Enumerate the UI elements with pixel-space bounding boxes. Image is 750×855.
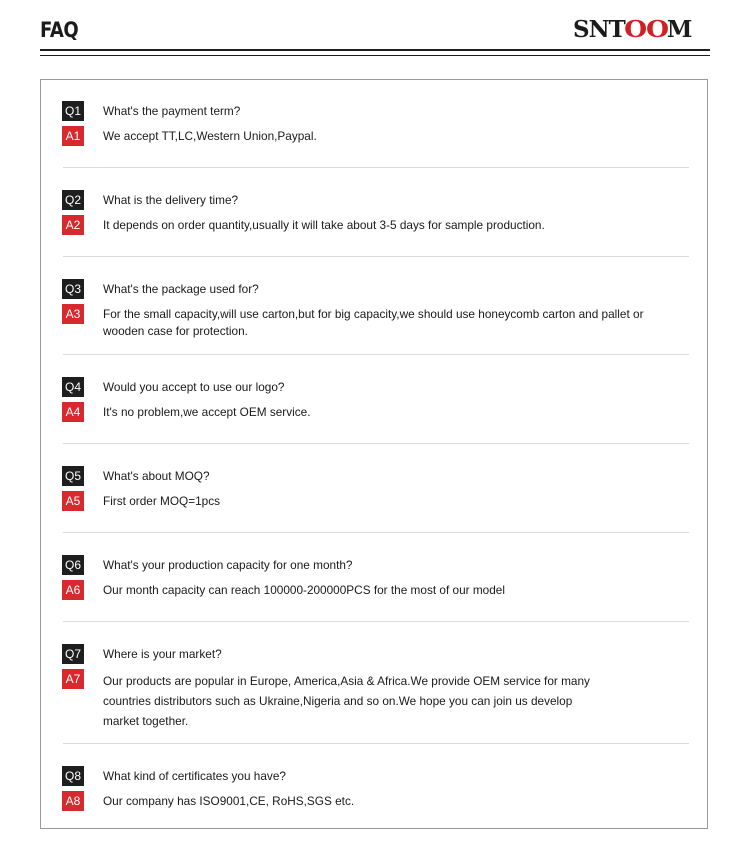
- answer-text: First order MOQ=1pcs: [103, 494, 221, 508]
- answer-text: It's no problem,we accept OEM service.: [103, 405, 311, 419]
- answer-badge: A5: [62, 491, 84, 511]
- header-rule-thick: [40, 49, 710, 51]
- question-text: What's your production capacity for one month?: [103, 558, 353, 572]
- logo-mark: OO: [623, 15, 668, 43]
- answer-text: Our products are popular in Europe, America,Asia & Africa.We provide OEM service for many countries distributors such as Ukraine,Nigeria and so on.We hope you can join us develop market together.: [103, 674, 590, 728]
- question-badge: Q4: [62, 377, 84, 397]
- answer-row: [41, 215, 707, 235]
- question-badge: Q7: [62, 644, 84, 664]
- question-row: [41, 279, 707, 299]
- page-header: [0, 0, 750, 60]
- answer-text: For the small capacity,will use carton,but for big capacity,we should use honeycomb carton and pallet or wooden case for protection.: [103, 307, 644, 338]
- question-badge: Q6: [62, 555, 84, 575]
- answer-row: [41, 491, 707, 511]
- answer-row: [41, 791, 707, 811]
- page-title: FAQ: [40, 18, 79, 42]
- header-rule-thin: [40, 55, 710, 56]
- faq-divider: [63, 743, 689, 744]
- answer-text: Our company has ISO9001,CE, RoHS,SGS etc.: [103, 794, 355, 808]
- question-row: [41, 377, 707, 397]
- question-text: Would you accept to use our logo?: [103, 380, 285, 394]
- faq-divider: [63, 621, 689, 622]
- answer-badge: A7: [62, 669, 84, 689]
- question-row: [41, 466, 707, 486]
- answer-badge: A1: [62, 126, 84, 146]
- faq-panel: [40, 79, 708, 829]
- question-badge: Q8: [62, 766, 84, 786]
- answer-text: We accept TT,LC,Western Union,Paypal.: [103, 129, 317, 143]
- faq-divider: [63, 443, 689, 444]
- question-text: Where is your market?: [103, 647, 222, 661]
- answer-row: [41, 126, 707, 146]
- answer-row: [41, 580, 707, 600]
- question-badge: Q1: [62, 101, 84, 121]
- answer-badge: A3: [62, 304, 84, 324]
- answer-badge: A6: [62, 580, 84, 600]
- faq-divider: [63, 256, 689, 257]
- logo-prefix: SNT: [573, 15, 625, 43]
- question-row: [41, 190, 707, 210]
- question-text: What's the payment term?: [103, 104, 241, 118]
- answer-row: [41, 304, 707, 338]
- answer-badge: A2: [62, 215, 84, 235]
- answer-text: It depends on order quantity,usually it will take about 3-5 days for sample production.: [103, 218, 545, 232]
- question-text: What kind of certificates you have?: [103, 769, 286, 783]
- question-row: [41, 555, 707, 575]
- question-row: [41, 101, 707, 121]
- brand-logo: [573, 14, 711, 44]
- question-badge: Q5: [62, 466, 84, 486]
- faq-divider: [63, 167, 689, 168]
- faq-divider: [63, 354, 689, 355]
- question-badge: Q2: [62, 190, 84, 210]
- answer-text: Our month capacity can reach 100000-200000PCS for the most of our model: [103, 583, 505, 597]
- question-text: What is the delivery time?: [103, 193, 239, 207]
- question-row: [41, 644, 707, 664]
- question-text: What's the package used for?: [103, 282, 259, 296]
- question-row: [41, 766, 707, 786]
- answer-row: [41, 669, 707, 728]
- question-text: What's about MOQ?: [103, 469, 210, 483]
- answer-badge: A8: [62, 791, 84, 811]
- faq-divider: [63, 532, 689, 533]
- answer-badge: A4: [62, 402, 84, 422]
- question-badge: Q3: [62, 279, 84, 299]
- logo-suffix: M: [666, 15, 692, 43]
- answer-row: [41, 402, 707, 422]
